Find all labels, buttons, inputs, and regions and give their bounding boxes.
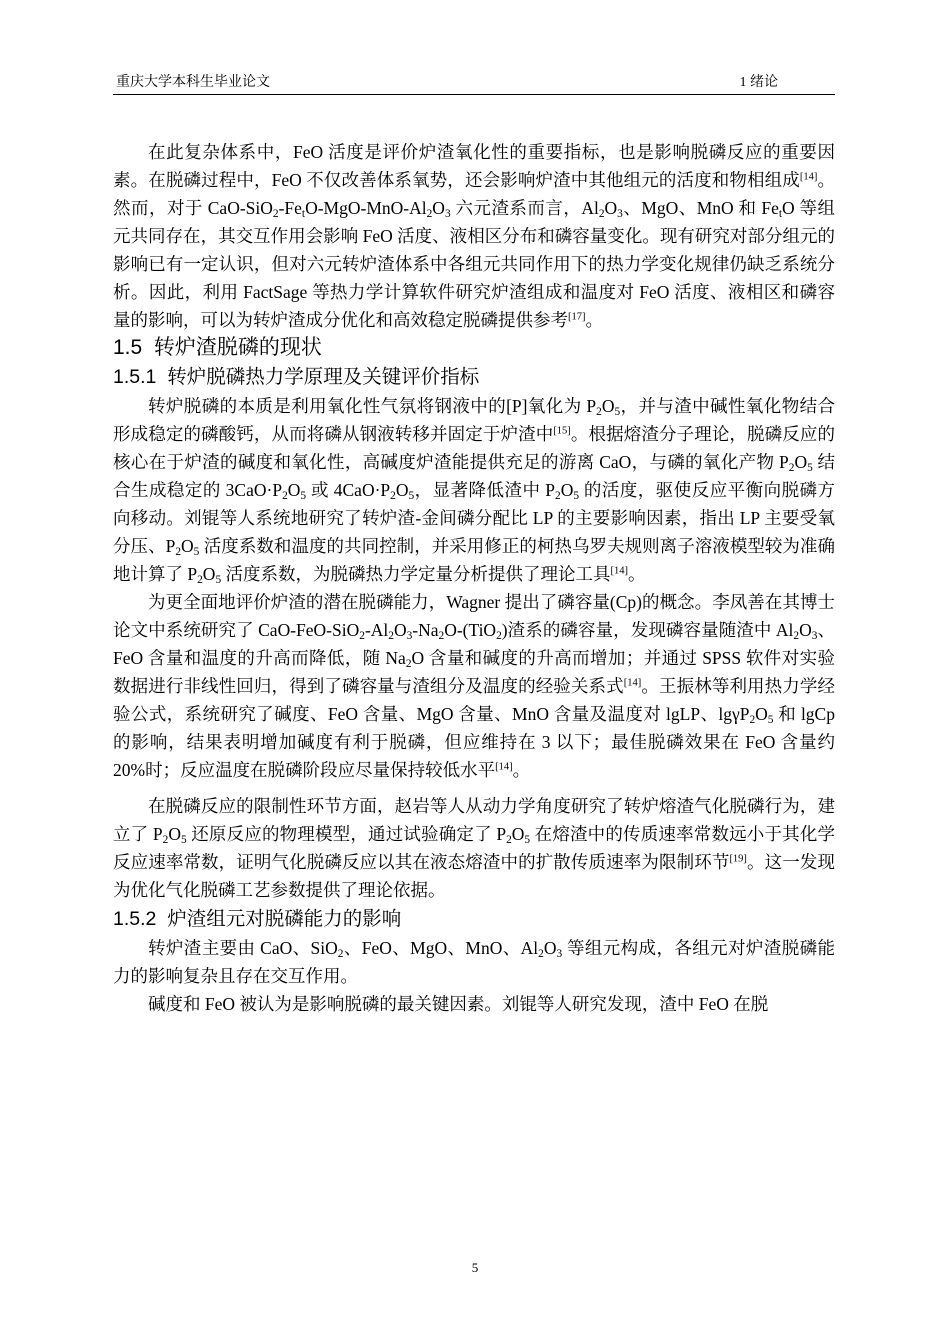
running-header-right: 1 绪论 <box>739 75 778 90</box>
body-text <box>113 138 835 1018</box>
paragraph-3: 为更全面地评价炉渣的潜在脱磷能力，Wagner 提出了磷容量(Cp)的概念。李凤善在其博士论文中系统研究了 CaO-$FeO-SiO_2-Al_2O_3-Na_2O-(TiO_2)$渣系的磷容量，发现磷容量随渣中 $Al_2O_3$、FeO 含量和温度的升高而降低，随 $Na_2O$ 含量和碱度的升高而增加；并通过 SPSS 软件对实验数据进行非线性回归，得到了磷容量与渣组分及温度的经验关系式[14]。王振林等利用热力学经验公式，系统研究了碱度、FeO 含量、MgO 含量、MnO 含量及温度对 lgLP、$\lg\gamma P_2O_5$ 和 lgCp 的影响，结果表明增加碱度有利于脱磷，但应维持在 3 以下；最佳脱磷效果在 FeO 含量约 20%时；反应温度在脱磷阶段应尽量保持较低水平[14]。 <box>113 592 836 780</box>
section-heading-1-5-1 <box>113 362 835 392</box>
section-heading-1-5 <box>113 334 835 362</box>
section-number: 1.5.2 <box>113 908 157 930</box>
paragraph-1: 在此复杂体系中，FeO 活度是评价炉渣氧化性的重要指标，也是影响脱磷反应的重要因素。在脱磷过程中，FeO 不仅改善体系氧势，还会影响炉渣中其他组元的活度和物相组成[14]。然而，对于 CaO-$SiO_2-Fe_tO-MgO-MnO-Al_2O_3$ 六元渣系而言，$Al_2O_3$、MgO、MnO 和 $Fe_tO$ 等组元共同存在，其交互作用会影响 FeO 活度、液相区分布和磷容量变化。现有研究对部分组元的影响已有一定认识，但对六元转炉渣体系中各组元共同作用下的热力学变化规律仍缺乏系统分析。因此，利用 FactSage 等热力学计算软件研究炉渣组成和温度对 FeO 活度、液相区和磷容量的影响，可以为转炉渣成分优化和高效稳定脱磷提供参考[17]。 <box>113 142 836 330</box>
page-number: 5 <box>471 1260 479 1275</box>
paragraph-2: 转炉脱磷的本质是利用氧化性气氛将钢液中的[P]氧化为 $P_2O_5$，并与渣中碱性氧化物结合形成稳定的磷酸钙，从而将磷从钢液转移并固定于炉渣中[15]。根据熔渣分子理论，脱磷反应的核心在于炉渣的碱度和氧化性，高碱度炉渣能提供充足的游离 CaO，与磷的氧化产物 $P_2O_5$ 结合生成稳定的 $3CaO\cdot P_2O_5$ 或 $4CaO\cdot P_2O_5$，显著降低渣中 $P_2O_5$ 的活度，驱使反应平衡向脱磷方向移动。刘锟等人系统地研究了转炉渣-金间磷分配比 LP 的主要影响因素，指出 LP 主要受氧分压、$P_2O_5$ 活度系数和温度的共同控制，并采用修正的柯热乌罗夫规则离子溶液模型较为准确地计算了 $P_2O_5$ 活度系数，为脱磷热力学定量分析提供了理论工具[14]。 <box>113 396 836 586</box>
section-number: 1.5.1 <box>113 366 157 388</box>
section-title: 炉渣组元对脱磷能力的影响 <box>167 908 402 930</box>
paragraph-5: 转炉渣主要由 CaO、SiO$_2$、FeO、MgO、MnO、$Al_2O_3$ 等组元构成，各组元对炉渣脱磷能力的影响复杂且存在交互作用。 <box>113 938 836 986</box>
section-heading-1-5-2 <box>113 904 835 934</box>
section-number: 1.5 <box>113 336 143 359</box>
section-title: 转炉脱磷热力学原理及关键评价指标 <box>167 366 480 388</box>
section-title: 转炉渣脱磷的现状 <box>153 336 322 359</box>
paragraph-6: 碱度和 FeO 被认为是影响脱磷的最关键因素。刘锟等人研究发现，渣中 FeO 在脱 <box>148 994 769 1014</box>
paragraph-4: 在脱磷反应的限制性环节方面，赵岩等人从动力学角度研究了转炉熔渣气化脱磷行为，建立了 $P_2O_5$ 还原反应的物理模型，通过试验确定了 $P_2O_5$ 在熔渣中的传质速率常数远小于其化学反应速率常数，证明气化脱磷反应以其在液态熔渣中的扩散传质速率为限制环节[19]。这一发现为优化气化脱磷工艺参数提供了理论依据。 <box>113 796 836 900</box>
header-rule <box>113 94 835 95</box>
running-header-left: 重庆大学本科生毕业论文 <box>116 75 270 90</box>
